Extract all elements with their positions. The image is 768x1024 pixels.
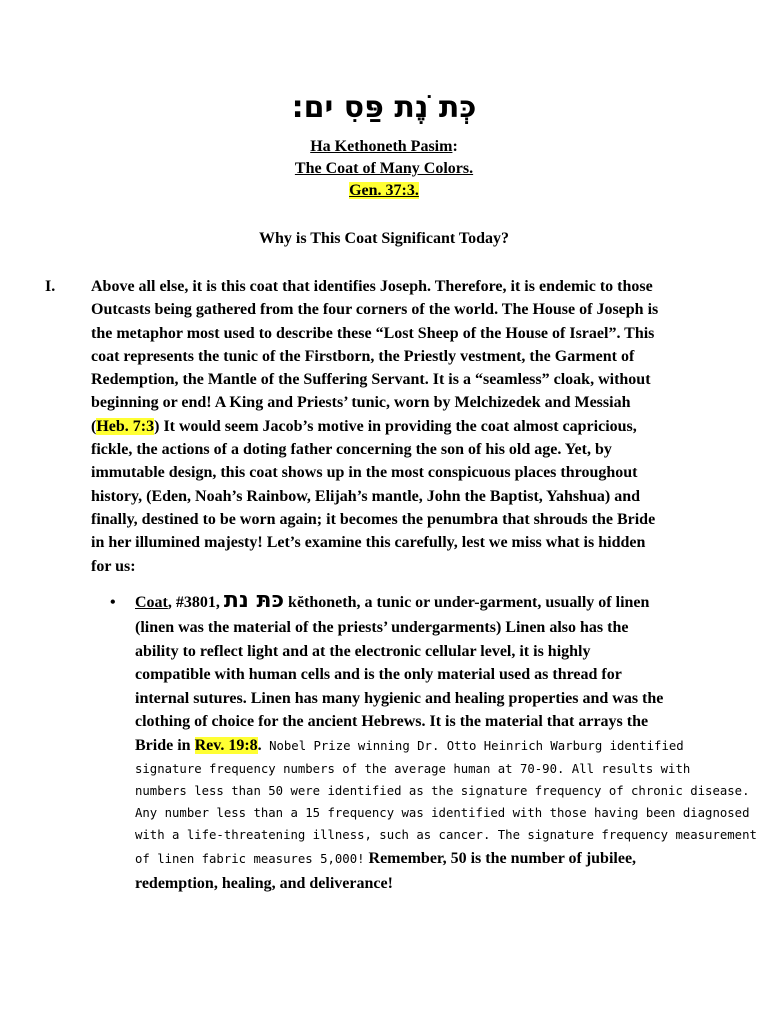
definition: kĕthoneth, a tunic or under-garment, usually of linen (284, 594, 650, 611)
mono-line: numbers less than 50 were identified as the signature frequency of chronic disease. (135, 784, 750, 798)
bullet-line (135, 588, 745, 616)
hebrew-word: כּתּ נת (223, 588, 285, 613)
subtitle-colon: : (452, 138, 458, 155)
subtitle-english: The Coat of Many Colors. (294, 160, 474, 177)
section-line: beginning or end! A King and Priests’ tunic, worn by Melchizedek and Messiah (91, 394, 631, 412)
bullet-line: compatible with human cells and is the only material used as thread for (135, 666, 622, 683)
section-line: in her illumined majesty! Let’s examine this carefully, lest we miss what is hidden (91, 534, 646, 552)
bullet-line (135, 846, 745, 872)
subtitle-transliteration: Ha Kethoneth Pasim (310, 138, 453, 155)
coat-term: Coat (135, 594, 168, 611)
section-line (91, 415, 751, 438)
mono-text: of linen fabric measures 5,000! (135, 852, 365, 866)
period: . (257, 736, 262, 754)
section-line: Outcasts being gathered from the four corners of the world. The House of Joseph is (91, 301, 659, 319)
scripture-reference (0, 180, 768, 202)
paren-open: ( (91, 417, 97, 435)
heb-reference: Heb. 7:3 (96, 417, 155, 435)
section-line: the metaphor most used to describe these “Lost Sheep of the House of Israel”. This (91, 324, 655, 342)
subtitle-line-1 (0, 136, 768, 158)
section-line: coat represents the tunic of the Firstborn, the Priestly vestment, the Garment of (91, 347, 635, 365)
line7-text: ) It would seem Jacob’s motive in providing the coat almost capricious, (154, 417, 637, 435)
bride-in: Bride in (135, 736, 195, 754)
section-line: finally, destined to be worn again; it becomes the penumbra that shrouds the Bride (91, 510, 656, 528)
bullet-line: redemption, healing, and deliverance! (135, 875, 393, 892)
bullet-dot-icon: • (110, 594, 116, 611)
bullet-text (135, 588, 757, 896)
mono-text: Nobel Prize winning Dr. Otto Heinrich Warburg identified (261, 738, 684, 753)
gen-reference: Gen. 37:3. (349, 182, 419, 199)
section-number: I. (45, 278, 56, 295)
section-line: history, (Eden, Noah’s Rainbow, Elijah’s mantle, John the Baptist, Yahshua) and (91, 487, 641, 505)
bullet-line: ability to reflect light and at the electronic cellular level, it is highly (135, 642, 591, 660)
closing-text: Remember, 50 is the number of jubilee, (364, 850, 637, 867)
bullet-line: (linen was the material of the priests’ undergarments) Linen also has the (135, 619, 629, 636)
section-line: Above all else, it is this coat that identifies Joseph. Therefore, it is endemic to those (91, 278, 653, 295)
section-body (91, 275, 751, 578)
bullet-line: clothing of choice for the ancient Hebrews. It is the material that arrays the (135, 713, 649, 730)
bullet-line (135, 734, 745, 759)
mono-line: signature frequency numbers of the average human at 70-90. All results with (135, 762, 691, 776)
bullet-line: internal sutures. Linen has many hygienic and healing properties and was the (135, 689, 664, 707)
section-line: for us: (91, 557, 136, 575)
subtitle-line-2 (0, 158, 768, 180)
section-line: immutable design, this coat shows up in the most conspicuous places throughout (91, 464, 638, 482)
mono-line: with a life-threatening illness, such as cancer. The signature frequency measurement (135, 828, 757, 842)
rev-reference: Rev. 19:8 (194, 736, 258, 754)
section-line: Redemption, the Mantle of the Suffering Servant. It is a “seamless” cloak, without (91, 371, 651, 389)
section-question: Why is This Coat Significant Today? (258, 230, 509, 247)
mono-line: Any number less than a 15 frequency was identified with those having been diagnosed (135, 806, 750, 820)
hebrew-title: כְּת ֹנֶת פַּסִ ים: (291, 90, 477, 125)
strongs-number: , #3801, (167, 594, 224, 611)
section-line: fickle, the actions of a doting father concerning the son of his old age. Yet, by (91, 441, 612, 459)
